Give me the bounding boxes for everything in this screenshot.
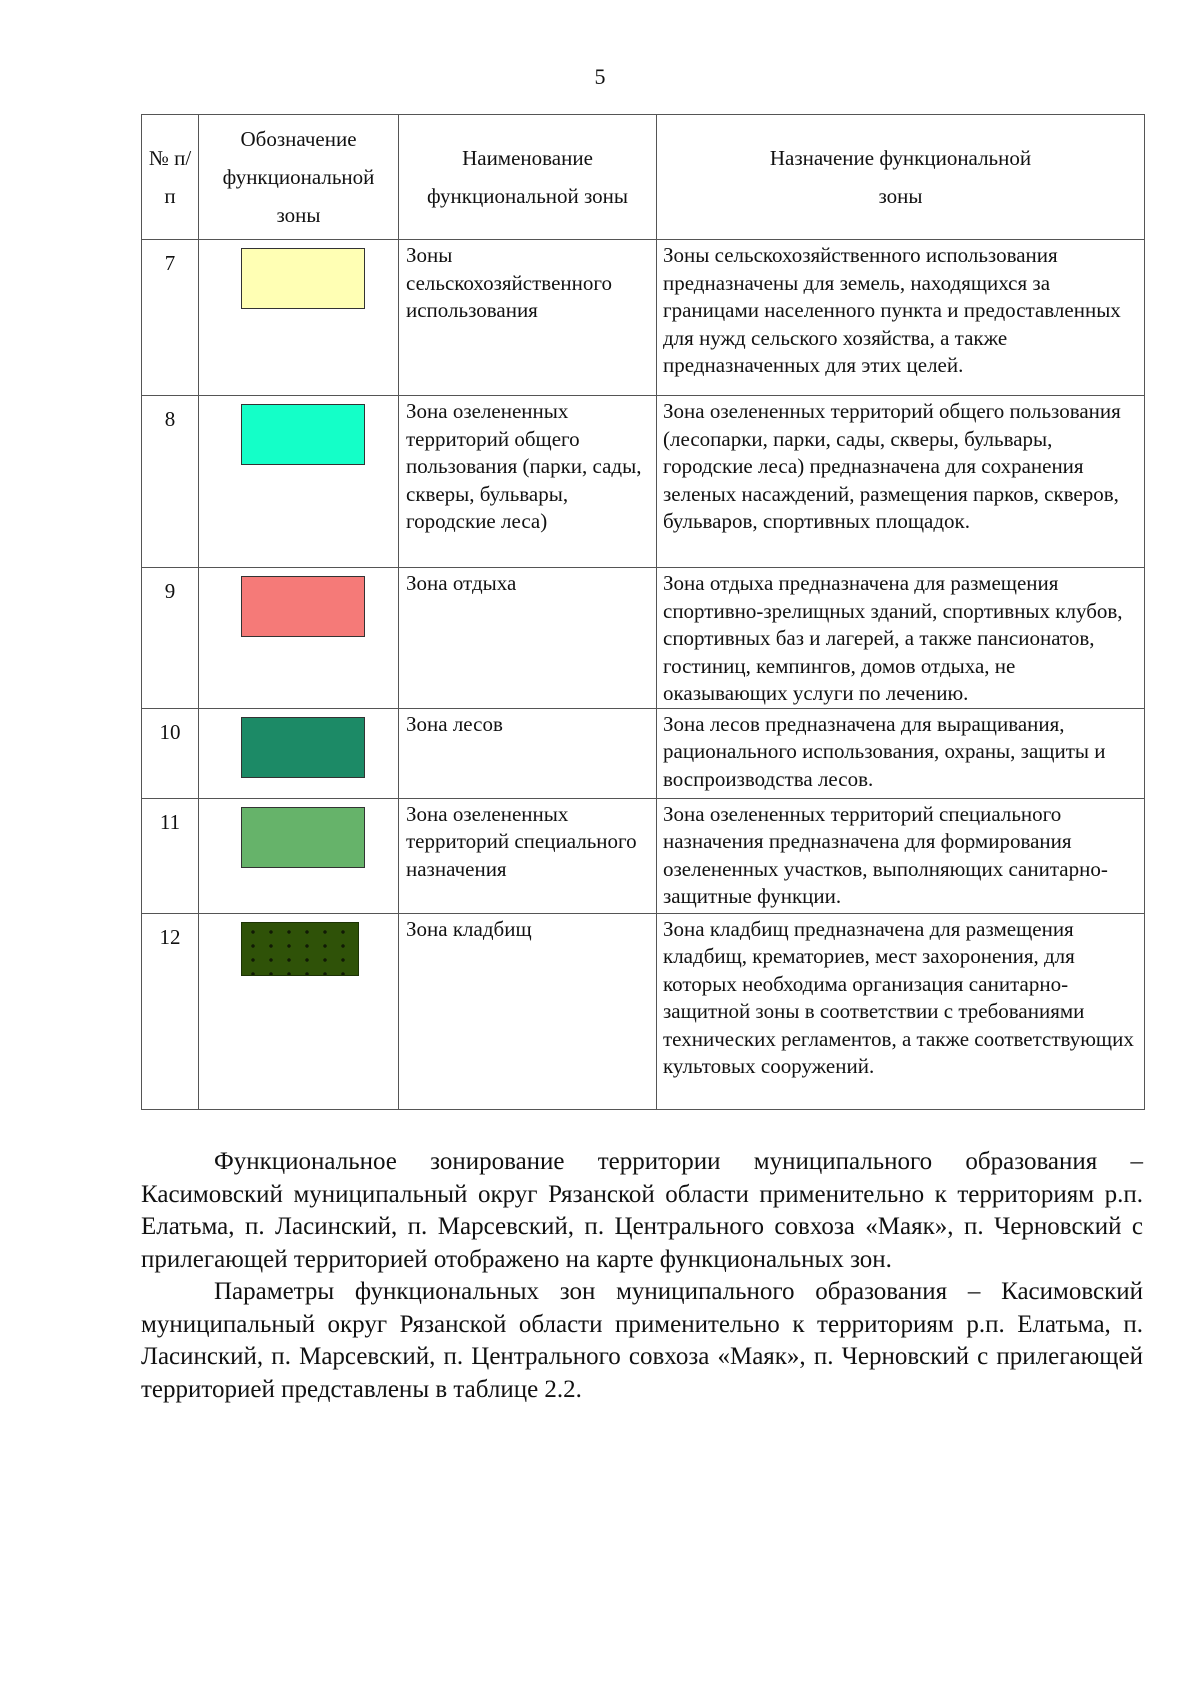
zone-name: Зона озелененных территорий специального назначения <box>399 798 657 913</box>
zone-name: Зоны сельскохозяйственного использования <box>399 240 657 396</box>
zone-purpose: Зона озелененных территорий общего пользования (лесопарки, парки, сады, скверы, бульвары, городские леса) предназначена для сохранения зеленых насаждений, размещения парков, скверов, бульваров, спортивных площадок. <box>657 396 1145 568</box>
row-number: 12 <box>142 913 199 1109</box>
zone-color-swatch <box>241 248 365 309</box>
zone-color-swatch <box>241 576 365 637</box>
table-row <box>142 913 1145 1109</box>
zone-purpose: Зона отдыха предназначена для размещения спортивно-зрелищных зданий, спортивных клубов, спортивных баз и лагерей, а также пансионатов, гостиниц, кемпингов, домов отдыха, не оказывающих услуги по лечению. <box>657 568 1145 709</box>
zone-name: Зона отдыха <box>399 568 657 709</box>
row-number: 8 <box>142 396 199 568</box>
zone-name: Зона лесов <box>399 708 657 798</box>
table-row <box>142 568 1145 709</box>
header-designation: Обозначение функциональной зоны <box>199 115 399 240</box>
table-row <box>142 708 1145 798</box>
functional-zones-table <box>141 114 1145 1110</box>
table-row <box>142 798 1145 913</box>
zone-purpose: Зоны сельскохозяйственного использования предназначены для земель, находящихся за границами населенного пункта и предоставленных для нужд сельского хозяйства, а также предназначенных для этих целей. <box>657 240 1145 396</box>
table-header-row <box>142 115 1145 240</box>
paragraph: Параметры функциональных зон муниципального образования – Касимовский муниципальный округ Рязанской области применительно к территориям р.п. Елатьма, п. Ласинский, п. Марсевский, п. Центрального совхоза «Маяк», п. Черновский с прилегающей территорией представлены в таблице 2.2. <box>141 1278 1143 1403</box>
paragraph: Функциональное зонирование территории муниципального образования – Касимовский муниципальный округ Рязанской области применительно к территориям р.п. Елатьма, п. Ласинский, п. Марсевский, п. Центрального совхоза «Маяк», п. Черновский с прилегающей территорией отображено на карте функциональных зон. <box>141 1148 1143 1273</box>
header-number: № п/п <box>142 115 199 240</box>
row-number: 11 <box>142 798 199 913</box>
zone-name: Зона кладбищ <box>399 913 657 1109</box>
zone-color-swatch <box>241 717 365 778</box>
row-number: 9 <box>142 568 199 709</box>
cemetery-pattern-swatch <box>241 922 359 976</box>
page-number: 5 <box>594 64 606 89</box>
zone-name: Зона озелененных территорий общего пользования (парки, сады, скверы, бульвары, городские леса) <box>399 396 657 568</box>
table-row <box>142 240 1145 396</box>
row-number: 7 <box>142 240 199 396</box>
zone-color-swatch <box>241 807 365 868</box>
zone-color-swatch <box>241 404 365 465</box>
table-row <box>142 396 1145 568</box>
zone-purpose: Зона озелененных территорий специального назначения предназначена для формирования озелененных участков, выполняющих санитарно-защитные функции. <box>657 798 1145 913</box>
zone-purpose: Зона лесов предназначена для выращивания, рационального использования, охраны, защиты и воспроизводства лесов. <box>657 708 1145 798</box>
header-zone-purpose: Назначение функциональной зоны <box>657 115 1145 240</box>
zone-purpose: Зона кладбищ предназначена для размещения кладбищ, крематориев, мест захоронения, для которых необходима организация санитарно-защитной зоны в соответствии с требованиями технических регламентов, а также соответствующих культовых сооружений. <box>657 913 1145 1109</box>
header-zone-name: Наименование функциональной зоны <box>399 115 657 240</box>
body-text <box>141 1146 1143 1406</box>
row-number: 10 <box>142 708 199 798</box>
